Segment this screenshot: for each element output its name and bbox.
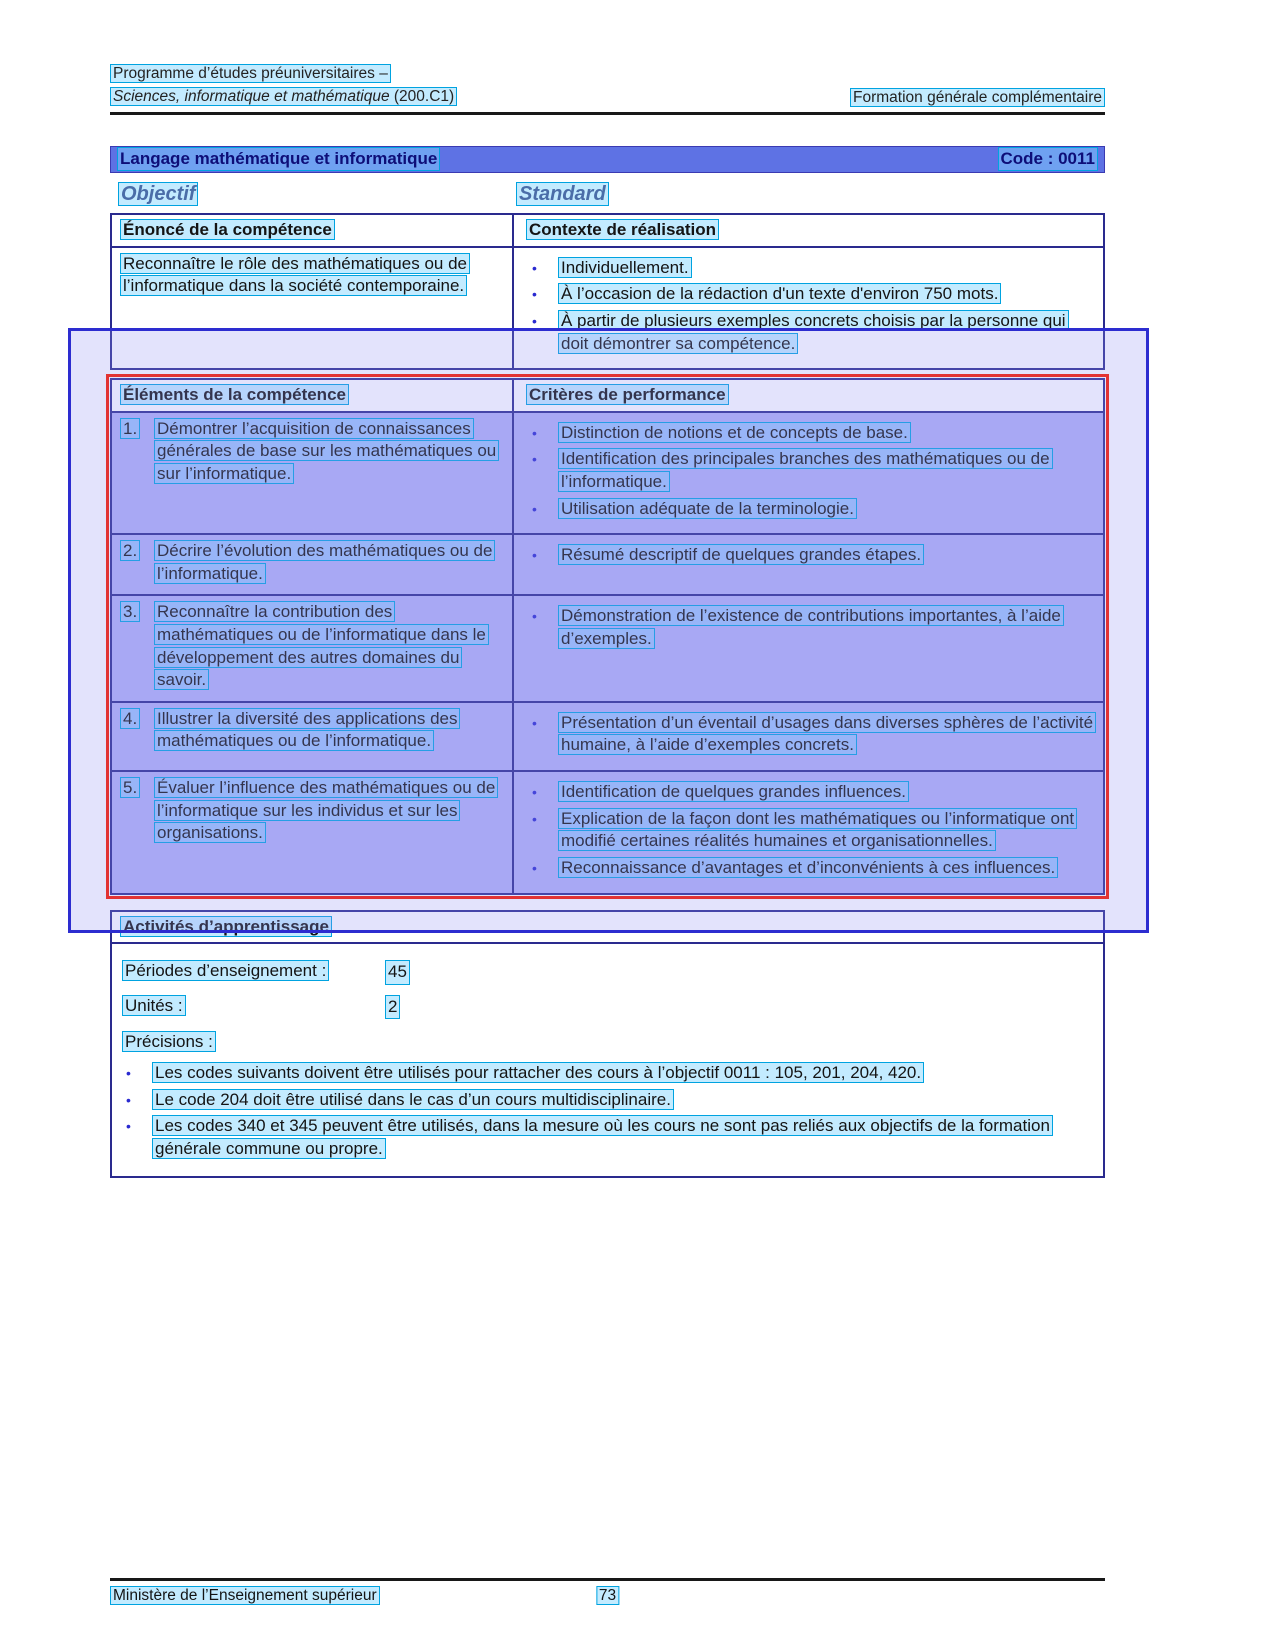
- activities-header: Activités d’apprentissage: [112, 912, 1103, 945]
- element-text: Démontrer l’acquisition de connaissances générales de base sur les mathématiques ou sur l’informatique.: [154, 418, 506, 524]
- doc-header-left: [110, 62, 457, 109]
- bullet-icon: [526, 283, 558, 306]
- list-item: • Identification de quelques grandes influences.: [526, 781, 1095, 804]
- program-title-line1: Programme d’études préuniversitaires –: [110, 62, 457, 85]
- periods-field: [120, 960, 1095, 985]
- element-text: Décrire l’évolution des mathématiques ou de l’informatique.: [154, 540, 506, 585]
- bullet-icon: [526, 712, 558, 757]
- bullet-icon: [120, 1115, 152, 1160]
- column-heads: [110, 181, 1105, 208]
- table-row: [112, 770, 1103, 892]
- list-item: • Utilisation adéquate de la terminologie.: [526, 498, 1095, 521]
- elements-header: Éléments de la compétence: [112, 380, 512, 411]
- competence-table-header: [112, 215, 1103, 248]
- list-item: • Démonstration de l’existence de contributions importantes, à l’aide d’exemples.: [526, 605, 1095, 650]
- objectif-heading: Objectif: [118, 181, 516, 208]
- objective-title-bar: [110, 146, 1105, 173]
- objective-title: Langage mathématique et informatique: [117, 147, 440, 172]
- page-footer: [110, 1578, 1105, 1607]
- doc-header: [110, 62, 1105, 109]
- elements-table: [110, 378, 1105, 894]
- bullet-icon: [526, 781, 558, 804]
- element-text: Reconnaître la contribution des mathématiques ou de l’informatique dans le développement des autres domaines du savoir.: [154, 601, 506, 691]
- item-number: 1.: [120, 418, 154, 524]
- activities-body: [112, 944, 1103, 1176]
- competence-statement: Reconnaître le rôle des mathématiques ou de l’informatique dans la société contemporaine.: [120, 253, 470, 297]
- units-field: [120, 995, 1095, 1020]
- header-rule: [110, 112, 1105, 115]
- program-name-italic: Sciences, informatique et mathématique: [113, 88, 390, 106]
- units-label: Unités :: [122, 995, 186, 1016]
- list-item: • Reconnaissance d’avantages et d’inconvénients à ces influences.: [526, 857, 1095, 880]
- footer-ministry: Ministère de l’Enseignement supérieur: [110, 1586, 380, 1605]
- standard-heading: Standard: [516, 181, 609, 208]
- page-number: 73: [596, 1586, 619, 1607]
- element-text: Illustrer la diversité des applications des mathématiques ou de l’informatique.: [154, 708, 506, 761]
- bullet-icon: [526, 257, 558, 280]
- competence-table: [110, 213, 1105, 370]
- list-item: • Explication de la façon dont les mathématiques ou l’informatique ont modifié certaines réalités humaines et organisationnelles.: [526, 808, 1095, 853]
- list-item: • Individuellement.: [526, 257, 1095, 280]
- list-item: • À l’occasion de la rédaction d'un texte d'environ 750 mots.: [526, 283, 1095, 306]
- table-row: [112, 533, 1103, 594]
- bullet-icon: [120, 1089, 152, 1112]
- program-code: (200.C1): [389, 88, 455, 106]
- doc-header-right: Formation générale complémentaire: [850, 88, 1105, 109]
- bullet-icon: [526, 448, 558, 493]
- program-title-line2: [110, 85, 457, 108]
- bullet-icon: [526, 544, 558, 567]
- competence-statement-cell: [112, 248, 512, 368]
- table-row: [112, 594, 1103, 700]
- periods-label: Périodes d’enseignement :: [122, 960, 329, 981]
- elements-table-header: [112, 380, 1103, 411]
- competence-table-body: [112, 248, 1103, 368]
- element-text: Évaluer l’influence des mathématiques ou de l’informatique sur les individus et sur les organisations.: [154, 777, 506, 883]
- list-item: • À partir de plusieurs exemples concrets choisis par la personne qui doit démontrer sa compétence.: [526, 310, 1095, 355]
- list-item: • Les codes suivants doivent être utilisés pour rattacher des cours à l’objectif 0011 : 105, 201, 204, 420.: [120, 1062, 1095, 1085]
- page-content: [110, 0, 1105, 1178]
- bullet-icon: [526, 422, 558, 445]
- periods-value: 45: [385, 960, 410, 985]
- criteres-header: Critères de performance: [512, 380, 1103, 411]
- bullet-icon: [526, 857, 558, 880]
- item-number: 5.: [120, 777, 154, 883]
- bullet-icon: [526, 808, 558, 853]
- activities-table: [110, 910, 1105, 1179]
- list-item: • Les codes 340 et 345 peuvent être utilisés, dans la mesure où les cours ne sont pas reliés aux objectifs de la formation générale commune ou propre.: [120, 1115, 1095, 1160]
- item-number: 3.: [120, 601, 154, 691]
- footer-rule: [110, 1578, 1105, 1581]
- objective-code: Code : 0011: [998, 147, 1099, 172]
- table-row: [112, 701, 1103, 770]
- bullet-icon: [120, 1062, 152, 1085]
- bullet-icon: [526, 605, 558, 650]
- enonce-header: Énoncé de la compétence: [112, 215, 512, 246]
- item-number: 2.: [120, 540, 154, 585]
- list-item: • Le code 204 doit être utilisé dans le cas d’un cours multidisciplinaire.: [120, 1089, 1095, 1112]
- units-value: 2: [385, 995, 400, 1020]
- list-item: • Présentation d’un éventail d’usages dans diverses sphères de l’activité humaine, à l’aide d’exemples concrets.: [526, 712, 1095, 757]
- list-item: • Résumé descriptif de quelques grandes étapes.: [526, 544, 1095, 567]
- precisions-label: Précisions :: [122, 1031, 1095, 1054]
- item-number: 4.: [120, 708, 154, 761]
- elements-section: [110, 378, 1105, 894]
- list-item: • Distinction de notions et de concepts de base.: [526, 422, 1095, 445]
- context-bullets-cell: [512, 248, 1103, 368]
- bullet-icon: [526, 310, 558, 355]
- contexte-header: Contexte de réalisation: [512, 215, 1103, 246]
- table-row: [112, 411, 1103, 533]
- bullet-icon: [526, 498, 558, 521]
- list-item: • Identification des principales branches des mathématiques ou de l’informatique.: [526, 448, 1095, 493]
